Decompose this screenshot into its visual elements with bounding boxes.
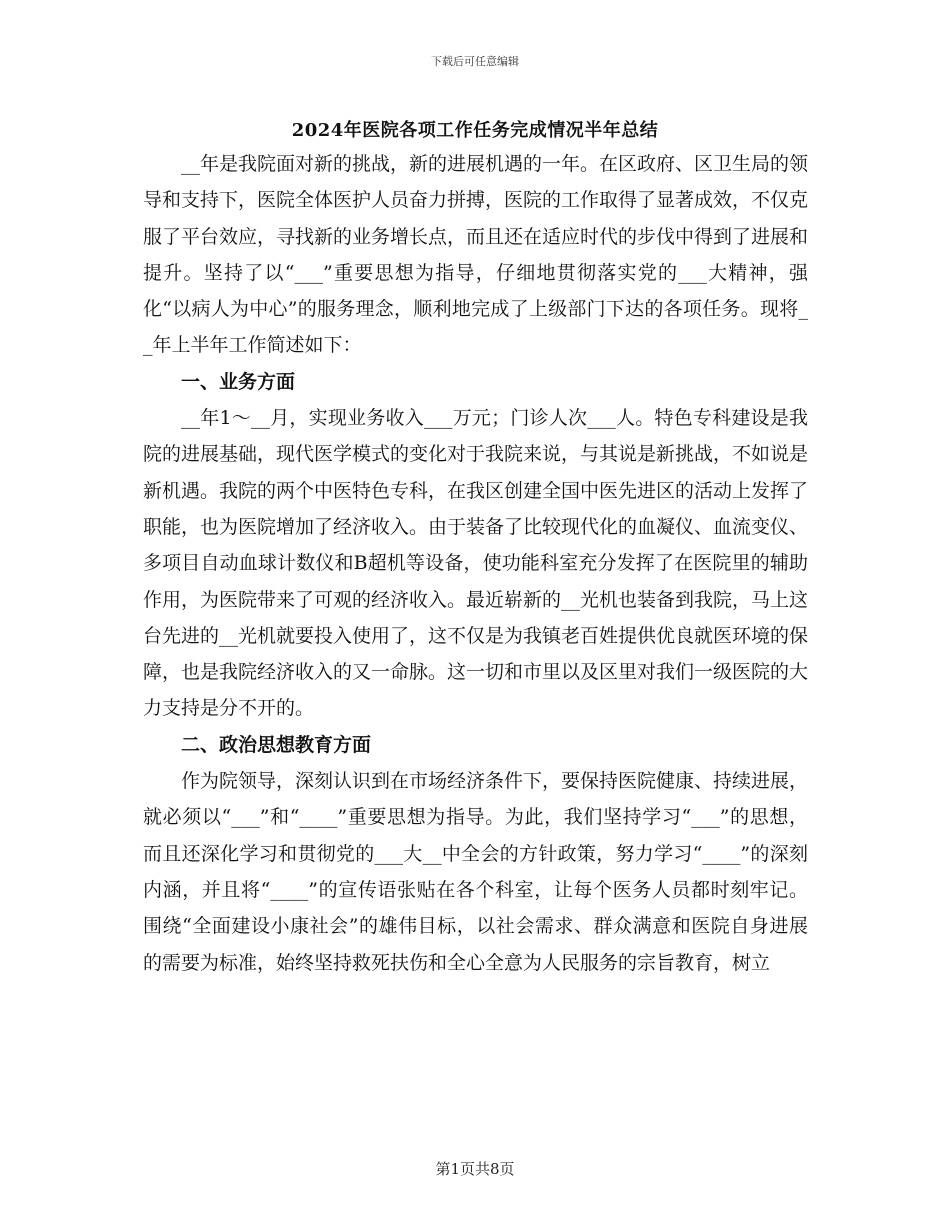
header-note: 下载后可任意编辑	[431, 55, 519, 68]
page-footer: 第1页共8页	[435, 1160, 515, 1178]
business-paragraph: __年1～__月，实现业务收入___万元；门诊人次___人。特色专科建设是我院的进展基础，现代医学模式的变化对于我院来说，与其说是新挑战，不如说是新机遇。我院的两个中医特色专科，在我区创建全国中医先进区的活动上发挥了职能，也为医院增加了经济收入。由于装备了比较现代化的血凝仪、血流变仪、多项目自动血球计数仪和B超机等设备，使功能科室充分发挥了在医院里的辅助作用，为医院带来了可观的经济收入。最近崭新的__光机也装备到我院，马上这台先进的__光机就要投入使用了，这不仅是为我镇老百姓提供优良就医环境的保障，也是我院经济收入的又一命脉。这一切和市里以及区里对我们一级医院的大力支持是分不开的。	[143, 407, 809, 720]
section-heading-political: 二、政治思想教育方面	[181, 733, 372, 756]
section-heading-business: 一、业务方面	[181, 370, 296, 393]
document-title: 2024年医院各项工作任务完成情况半年总结	[291, 120, 659, 141]
intro-paragraph: __年是我院面对新的挑战，新的进展机遇的一年。在区政府、区卫生局的领导和支持下，医院全体医护人员奋力拼搏，医院的工作取得了显著成效，不仅克服了平台效应，寻找新的业务增长点，而且还在适应时代的步伐中得到了进展和提升。坚持了以“___”重要思想为指导，仔细地贯彻落实党的___大精神，强化“以病人为中心”的服务理念，顺利地完成了上级部门下达的各项任务。现将__年上半年工作简述如下：	[143, 153, 809, 357]
document-body	[143, 146, 808, 981]
political-paragraph: 作为院领导，深刻认识到在市场经济条件下，要保持医院健康、持续进展，就必须以“___”和“____”重要思想为指导。为此，我们坚持学习“___”的思想，而且还深化学习和贯彻党的___大__中全会的方针政策，努力学习“____”的深刻内涵，并且将“____”的宣传语张贴在各个科室，让每个医务人员都时刻牢记。围绕“全面建设小康社会”的雄伟目标，以社会需求、群众满意和医院自身进展的需要为标准，始终坚持救死扶伤和全心全意为人民服务的宗旨教育，树立	[143, 770, 809, 974]
